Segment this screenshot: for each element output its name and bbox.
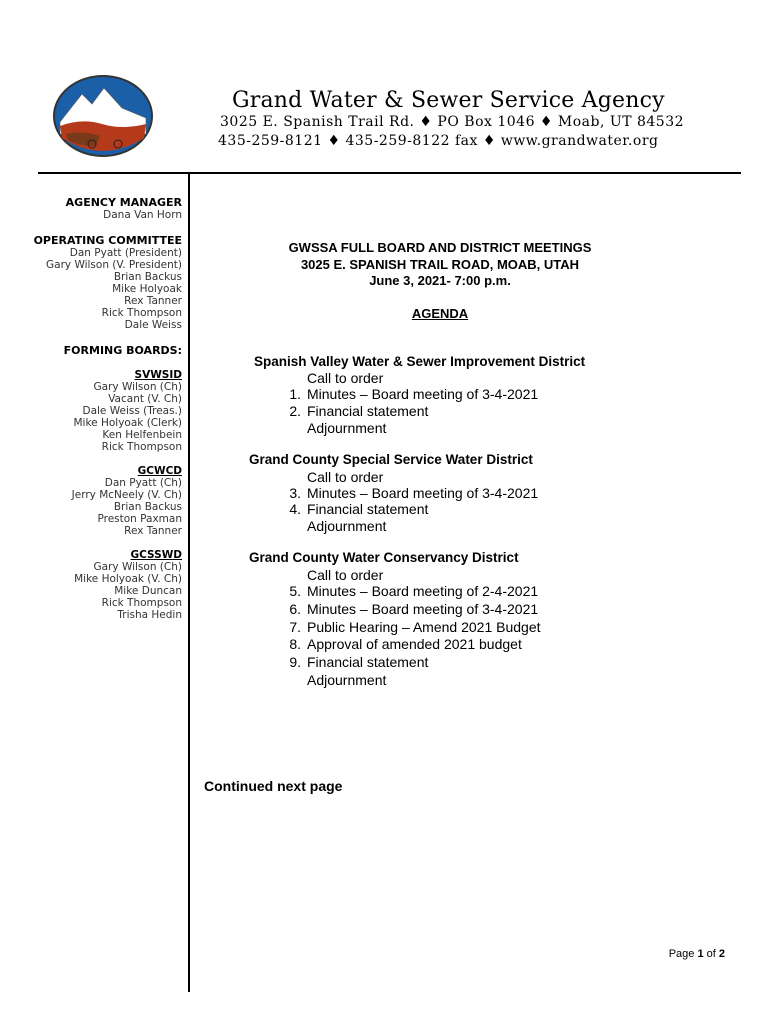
page-current: 1	[697, 948, 704, 960]
board-member: Trisha Hedin	[117, 609, 182, 621]
item-text: Minutes – Board meeting of 3-4-2021	[307, 485, 539, 501]
item-text: Approval of amended 2021 budget	[307, 636, 522, 652]
page-prefix: Page	[668, 948, 698, 960]
meeting-date: June 3, 2021- 7:00 p.m.	[369, 273, 511, 288]
item-text: Financial statement	[307, 654, 429, 670]
page-total: 2	[718, 948, 725, 960]
agency-address: 3025 E. Spanish Trail Rd. ♦ PO Box 1046 ♦ Moab, UT 84532	[220, 114, 685, 130]
item-text: Financial statement	[307, 403, 429, 419]
page-number	[669, 948, 725, 960]
item-text: Public Hearing – Amend 2021 Budget	[307, 619, 541, 635]
committee-member: Mike Holyoak	[112, 283, 182, 295]
board-name-gcsswd: GCSSWD	[130, 549, 182, 561]
agenda-label: AGENDA	[411, 306, 469, 321]
board-member: Dan Pyatt (Ch)	[104, 477, 182, 489]
section-title: Grand County Water Conservancy District	[249, 550, 519, 565]
board-member: Jerry McNeely (V. Ch)	[71, 489, 182, 501]
adjournment: Adjournment	[307, 518, 387, 534]
agenda-item	[279, 501, 428, 517]
item-text: Financial statement	[307, 501, 429, 517]
agenda-item	[279, 403, 428, 419]
call-to-order: Call to order	[307, 469, 384, 485]
agenda-item	[279, 636, 522, 652]
item-text: Minutes – Board meeting of 2-4-2021	[307, 583, 539, 599]
agency-manager-name: Dana Van Horn	[103, 209, 182, 221]
agenda-item	[279, 619, 541, 635]
board-member: Vacant (V. Ch)	[108, 393, 182, 405]
call-to-order: Call to order	[307, 370, 384, 386]
item-number: 4.	[289, 501, 301, 517]
board-name-svwsid: SVWSID	[134, 369, 182, 381]
board-member: Gary Wilson (Ch)	[93, 561, 182, 573]
adjournment: Adjournment	[307, 672, 387, 688]
committee-member: Gary Wilson (V. President)	[46, 259, 182, 271]
agenda-item	[279, 485, 538, 501]
board-member: Rex Tanner	[124, 525, 182, 537]
item-number: 5.	[289, 583, 301, 599]
board-member: Mike Holyoak (Clerk)	[73, 417, 182, 429]
item-number: 1.	[289, 386, 301, 402]
board-member: Gary Wilson (Ch)	[93, 381, 182, 393]
agenda-item	[279, 583, 538, 599]
committee-member: Rick Thompson	[101, 307, 182, 319]
adjournment: Adjournment	[307, 420, 387, 436]
agency-manager-heading: AGENCY MANAGER	[65, 196, 182, 209]
continued-note: Continued next page	[204, 778, 343, 794]
agency-logo	[52, 74, 154, 158]
board-member: Rick Thompson	[101, 441, 182, 453]
meeting-title: GWSSA FULL BOARD AND DISTRICT MEETINGS	[288, 240, 592, 255]
forming-boards-heading: FORMING BOARDS:	[63, 344, 182, 357]
item-number: 8.	[289, 636, 301, 652]
item-number: 3.	[289, 485, 301, 501]
sidebar-divider	[188, 174, 190, 992]
item-text: Minutes – Board meeting of 3-4-2021	[307, 386, 539, 402]
agenda-item	[279, 386, 538, 402]
section-title: Grand County Special Service Water District	[249, 452, 533, 467]
committee-member: Dale Weiss	[124, 319, 182, 331]
agenda-item	[279, 654, 428, 670]
board-member: Ken Helfenbein	[102, 429, 182, 441]
page-mid: of	[703, 948, 719, 960]
item-number: 9.	[289, 654, 301, 670]
meeting-address: 3025 E. SPANISH TRAIL ROAD, MOAB, UTAH	[300, 257, 580, 272]
agency-contact: 435-259-8121 ♦ 435-259-8122 fax ♦ www.grandwater.org	[218, 133, 659, 149]
item-number: 6.	[289, 601, 301, 617]
committee-member: Dan Pyatt (President)	[69, 247, 182, 259]
board-member: Mike Holyoak (V. Ch)	[74, 573, 182, 585]
board-member: Dale Weiss (Treas.)	[82, 405, 182, 417]
section-title: Spanish Valley Water & Sewer Improvement District	[254, 354, 586, 369]
committee-member: Rex Tanner	[124, 295, 182, 307]
board-member: Preston Paxman	[97, 513, 182, 525]
board-name-gcwcd: GCWCD	[137, 465, 182, 477]
board-member: Rick Thompson	[101, 597, 182, 609]
item-text: Minutes – Board meeting of 3-4-2021	[307, 601, 539, 617]
agenda-item	[279, 601, 538, 617]
item-number: 7.	[289, 619, 301, 635]
committee-member: Brian Backus	[113, 271, 182, 283]
agency-name: Grand Water & Sewer Service Agency	[232, 88, 665, 113]
operating-committee-heading: OPERATING COMMITTEE	[33, 234, 182, 247]
call-to-order: Call to order	[307, 567, 384, 583]
board-member: Mike Duncan	[114, 585, 182, 597]
board-member: Brian Backus	[113, 501, 182, 513]
sidebar	[20, 197, 182, 621]
item-number: 2.	[289, 403, 301, 419]
header-divider	[38, 172, 741, 174]
